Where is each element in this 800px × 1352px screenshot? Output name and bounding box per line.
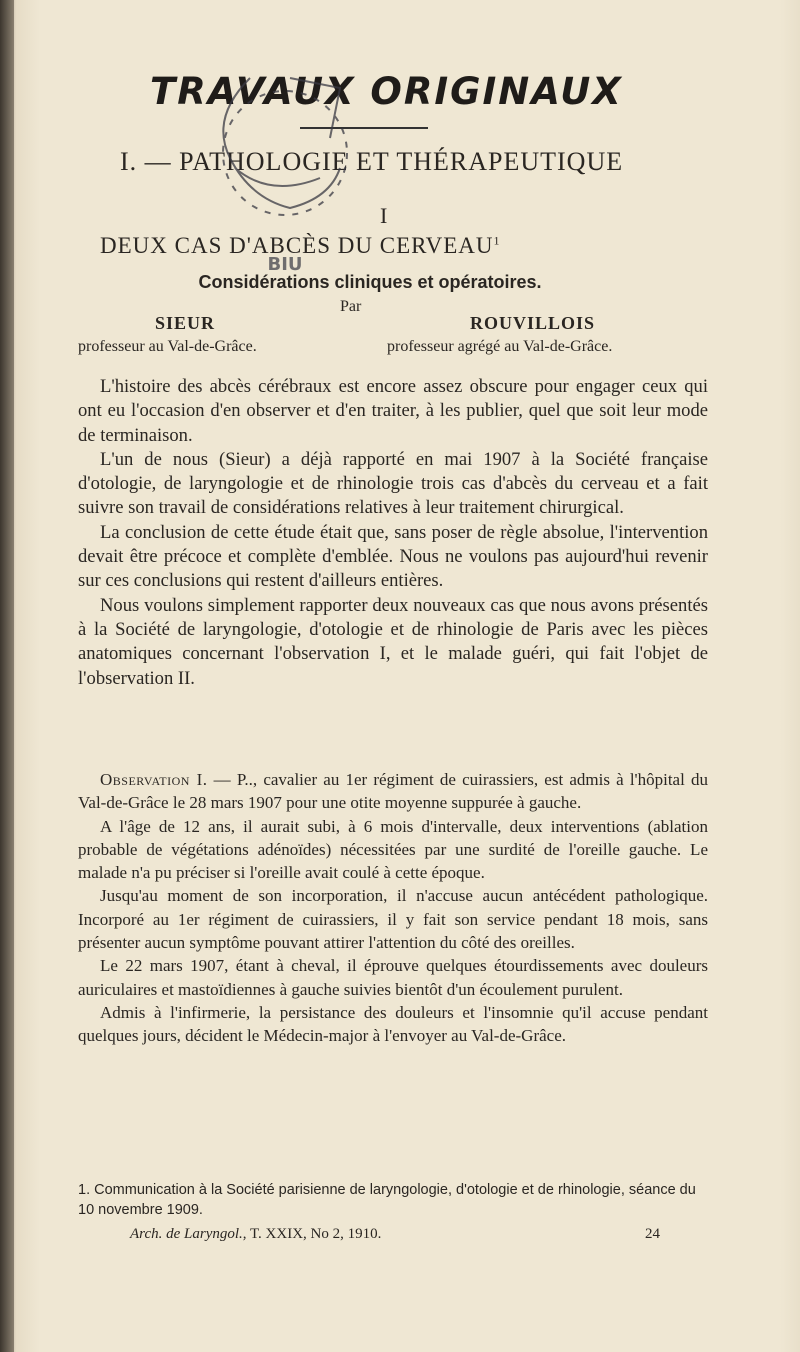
author-name-1: SIEUR <box>155 313 216 333</box>
section-title: I. — PATHOLOGIE ET THÉRAPEUTIQUE <box>120 147 624 176</box>
page-number: 24 <box>645 1226 660 1242</box>
observation-heading: Observation I. <box>100 770 208 789</box>
body-paragraph: La conclusion de cette étude était que, sans poser de règle absolue, l'intervention devait être précoce et complète d'emblée. Nous ne voulons pas aujourd'hui revenir sur ces conclusions qui restent d'ailleurs entières. <box>78 521 708 592</box>
stamp-lettering: BIU <box>267 254 303 275</box>
article-title-text: DEUX CAS D'ABCÈS DU CERVEAU <box>100 233 494 258</box>
author-affiliation-2: professeur agrégé au Val-de-Grâce. <box>387 338 613 355</box>
book-spine-shadow <box>0 0 14 1352</box>
author-affiliation-1: professeur au Val-de-Grâce. <box>78 338 257 355</box>
section-number: I <box>380 203 388 228</box>
series-title: TRAVAUX ORIGINAUX <box>150 70 623 113</box>
observation-paragraph: Jusqu'au moment de son incorporation, il n'accuse aucun antécédent pathologique. Incorporé au 1er régiment de cuirassiers, il y fait son service pendant 18 mois, sans présenter aucun symptôme pouvant attirer l'attention du côté des oreilles. <box>78 886 708 953</box>
journal-volume: , T. XXIX, No 2, 1910. <box>242 1226 382 1242</box>
page-footer <box>130 1226 660 1243</box>
body-text <box>78 375 708 691</box>
observation-paragraph: A l'âge de 12 ans, il aurait subi, à 6 mois d'intervalle, deux interventions (ablation probable de végétations adénoïdes) nécessitées par une surdité de l'oreille gauche. Le malade n'a pu préciser si l'oreille avait coulé à cette époque. <box>78 816 708 883</box>
journal-name: Arch. de Laryngol. <box>130 1226 243 1242</box>
by-line: Par <box>340 298 362 315</box>
observation-first-paragraph <box>78 768 708 815</box>
observation-paragraph: Admis à l'infirmerie, la persistance des douleurs et l'insomnie qu'il accuse pendant quelques jours, décident le Médecin-major à l'envoyer au Val-de-Grâce. <box>78 1002 708 1046</box>
body-paragraph: L'histoire des abcès cérébraux est encore assez obscure pour engager ceux qui ont eu l'occasion d'en observer et d'en traiter, à les publier, quel que soit leur mode de terminaison. <box>78 376 708 446</box>
author-name-2: ROUVILLOIS <box>470 313 596 333</box>
footnote: 1. Communication à la Société parisienne de laryngologie, d'otologie et de rhinologie, séance du 10 novembre 1909. <box>78 1182 696 1218</box>
body-paragraph: L'un de nous (Sieur) a déjà rapporté en mai 1907 à la Société française d'otologie, de laryngologie et de rhinologie trois cas d'abcès du cerveau et a fait suivre son travail de considérations relatives à leur traitement chirurgical. <box>78 448 708 519</box>
observation-intro: — P.., cavalier au 1er régiment de cuirassiers, est admis à l'hôpital du Val-de-Grâce le 28 mars 1907 pour une otite moyenne suppurée à gauche. <box>78 770 708 813</box>
article-subtitle: Considérations cliniques et opératoires. <box>198 272 542 292</box>
observation-section <box>78 768 708 1048</box>
library-stamp-icon <box>190 58 360 275</box>
title-footnote-mark: 1 <box>493 233 501 248</box>
observation-paragraph: Le 22 mars 1907, étant à cheval, il éprouve quelques étourdissements avec douleurs auriculaires et mastoïdiennes à gauche suivies bientôt d'un écoulement purulent. <box>78 956 708 999</box>
body-paragraph: Nous voulons simplement rapporter deux nouveaux cas que nous avons présentés à la Société de laryngologie, d'otologie et de rhinologie de Paris avec les pièces anatomiques concernant l'observation I, et le malade guéri, qui fait l'objet de l'observation II. <box>78 594 708 689</box>
